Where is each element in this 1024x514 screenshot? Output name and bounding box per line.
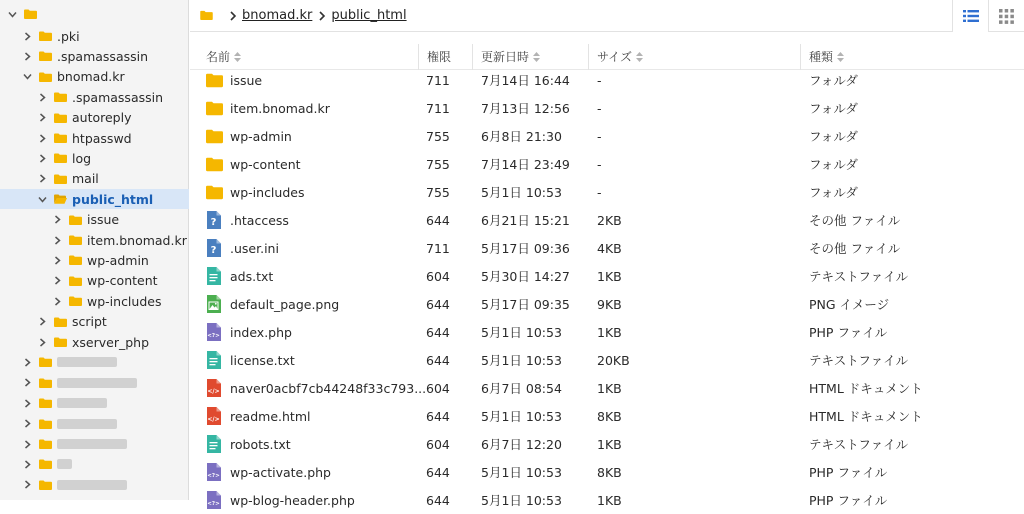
image-file-icon <box>206 294 223 314</box>
folder-icon <box>54 337 67 347</box>
folder-icon <box>39 72 52 82</box>
chevron-right-icon[interactable] <box>21 356 33 368</box>
breadcrumb <box>190 0 1024 32</box>
table-row[interactable] <box>190 262 1024 290</box>
tree-item[interactable] <box>0 393 189 413</box>
folder-icon <box>39 398 52 408</box>
unknown-file-icon <box>206 210 223 230</box>
file-modified: 7月14日 16:44 <box>481 73 570 88</box>
table-row[interactable] <box>190 66 1024 94</box>
tree-item[interactable] <box>0 291 189 311</box>
file-modified: 7月13日 12:56 <box>481 101 570 116</box>
file-name-cell[interactable] <box>206 402 416 430</box>
file-type: PHP ファイル <box>809 325 888 340</box>
table-row[interactable] <box>190 234 1024 262</box>
text-file-icon <box>206 434 223 454</box>
redacted-label <box>57 378 137 388</box>
file-name-cell[interactable] <box>206 94 416 122</box>
folder-icon <box>54 174 67 184</box>
file-name-cell[interactable] <box>206 430 416 458</box>
folder-icon <box>39 357 52 367</box>
file-name: issue <box>230 72 263 88</box>
column-header-permission[interactable]: 権限 <box>419 44 473 70</box>
file-modified: 5月17日 09:36 <box>481 241 570 256</box>
file-type: テキストファイル <box>809 437 909 452</box>
file-type: PHP ファイル <box>809 465 888 480</box>
tree-item[interactable] <box>0 169 189 189</box>
chevron-down-icon[interactable] <box>36 193 48 205</box>
file-name-cell[interactable] <box>206 458 416 486</box>
column-header-modified[interactable]: 更新日時 <box>473 44 589 70</box>
file-type: フォルダ <box>809 129 858 144</box>
file-modified: 6月8日 21:30 <box>481 129 562 144</box>
chevron-right-icon[interactable] <box>51 295 63 307</box>
file-modified: 5月1日 10:53 <box>481 325 562 340</box>
php-file-icon <box>206 462 223 482</box>
tree-item-label: xserver_php <box>72 334 150 350</box>
folder-icon <box>54 92 67 102</box>
chevron-right-icon[interactable] <box>21 50 33 62</box>
folder-icon <box>54 133 67 143</box>
tree-item[interactable] <box>0 189 189 209</box>
chevron-right-icon[interactable] <box>21 458 33 470</box>
tree-item[interactable] <box>0 373 189 393</box>
folder-icon <box>206 98 223 118</box>
file-size: - <box>597 156 602 172</box>
chevron-right-icon[interactable] <box>51 275 63 287</box>
chevron-right-icon[interactable] <box>21 30 33 42</box>
chevron-right-icon[interactable] <box>21 377 33 389</box>
file-size: 1KB <box>597 436 622 452</box>
file-permission: 711 <box>426 100 450 116</box>
column-header-size[interactable]: サイズ <box>589 44 801 70</box>
svg-text:<?>: <?> <box>207 473 220 479</box>
tree-item[interactable] <box>0 271 189 291</box>
table-row[interactable] <box>190 486 1024 514</box>
tree-item[interactable] <box>0 87 189 107</box>
file-size: 2KB <box>597 212 622 228</box>
folder-icon <box>39 378 52 388</box>
file-permission: 644 <box>426 212 450 228</box>
svg-text:<?>: <?> <box>207 333 220 339</box>
file-name-cell[interactable] <box>206 486 416 514</box>
file-name: ads.txt <box>230 268 274 284</box>
file-type: フォルダ <box>809 185 858 200</box>
file-name-cell[interactable] <box>206 206 416 234</box>
tree-item[interactable] <box>0 210 189 230</box>
grid-view-icon <box>999 9 1014 24</box>
tree-item-label: public_html <box>72 191 154 207</box>
file-name: wp-blog-header.php <box>230 492 355 508</box>
redacted-label <box>57 459 72 469</box>
file-type: PHP ファイル <box>809 493 888 508</box>
file-size: 1KB <box>597 268 622 284</box>
file-name: license.txt <box>230 352 295 368</box>
file-permission: 711 <box>426 72 450 88</box>
file-size: - <box>597 128 602 144</box>
folder-icon <box>69 255 82 265</box>
folder-tree <box>0 0 189 500</box>
file-modified: 6月21日 15:21 <box>481 213 570 228</box>
file-type: PNG イメージ <box>809 297 890 312</box>
file-name: index.php <box>230 324 292 340</box>
tree-item-label: .pki <box>57 28 80 44</box>
tree-item[interactable] <box>0 250 189 270</box>
file-permission: 604 <box>426 380 450 396</box>
file-modified: 7月14日 23:49 <box>481 157 570 172</box>
file-size: 4KB <box>597 240 622 256</box>
file-permission: 755 <box>426 128 450 144</box>
file-name-cell[interactable] <box>206 122 416 150</box>
tree-item-label: wp-content <box>87 273 158 289</box>
column-header-name[interactable]: 名前 <box>198 44 419 70</box>
file-size: - <box>597 100 602 116</box>
folder-open-icon <box>54 194 67 204</box>
file-type: フォルダ <box>809 73 858 88</box>
tree-item[interactable] <box>0 352 189 372</box>
folder-icon <box>206 70 223 90</box>
folder-icon <box>39 419 52 429</box>
grid-view-button[interactable] <box>988 0 1024 32</box>
file-name: wp-admin <box>230 128 292 144</box>
html-file-icon <box>206 378 223 398</box>
chevron-right-icon[interactable] <box>21 397 33 409</box>
folder-icon <box>69 296 82 306</box>
file-name: .htaccess <box>230 212 289 228</box>
file-size: 1KB <box>597 324 622 340</box>
file-permission: 755 <box>426 184 450 200</box>
tree-item-label: htpasswd <box>72 130 132 146</box>
file-name: default_page.png <box>230 296 340 312</box>
table-row[interactable] <box>190 430 1024 458</box>
folder-icon <box>39 31 52 41</box>
chevron-right-icon[interactable] <box>36 316 48 328</box>
tree-item-label: issue <box>87 212 120 228</box>
table-row[interactable] <box>190 206 1024 234</box>
file-modified: 5月1日 10:53 <box>481 465 562 480</box>
file-size: - <box>597 72 602 88</box>
file-type: フォルダ <box>809 157 858 172</box>
chevron-down-icon[interactable] <box>21 71 33 83</box>
folder-icon <box>206 182 223 202</box>
file-permission: 644 <box>426 324 450 340</box>
file-type: HTML ドキュメント <box>809 381 923 396</box>
file-permission: 644 <box>426 492 450 508</box>
chevron-right-icon[interactable] <box>51 254 63 266</box>
file-modified: 5月1日 10:53 <box>481 409 562 424</box>
chevron-right-icon[interactable] <box>51 214 63 226</box>
chevron-right-icon[interactable] <box>36 91 48 103</box>
file-type: その他 ファイル <box>809 241 901 256</box>
folder-icon <box>54 317 67 327</box>
folder-icon <box>39 459 52 469</box>
tree-item-label: log <box>72 150 92 166</box>
chevron-down-icon[interactable] <box>6 8 18 20</box>
folder-icon <box>69 276 82 286</box>
file-permission: 755 <box>426 156 450 172</box>
file-size: 1KB <box>597 492 622 508</box>
tree-item[interactable] <box>0 26 189 46</box>
folder-icon <box>54 113 67 123</box>
file-name: wp-includes <box>230 184 305 200</box>
file-name: .user.ini <box>230 240 279 256</box>
chevron-right-icon[interactable] <box>51 234 63 246</box>
text-file-icon <box>206 266 223 286</box>
text-file-icon <box>206 350 223 370</box>
tree-item-label: mail <box>72 171 99 187</box>
file-name: wp-content <box>230 156 301 172</box>
folder-icon <box>24 9 37 19</box>
folder-icon <box>206 154 223 174</box>
file-permission: 644 <box>426 464 450 480</box>
tree-item[interactable] <box>0 108 189 128</box>
chevron-right-icon[interactable] <box>21 418 33 430</box>
folder-icon <box>39 480 52 490</box>
svg-text:</>: </> <box>207 416 220 423</box>
chevron-right-icon <box>229 11 237 21</box>
file-modified: 5月1日 10:53 <box>481 353 562 368</box>
file-modified: 5月17日 09:35 <box>481 297 570 312</box>
file-size: 20KB <box>597 352 630 368</box>
chevron-right-icon <box>318 11 326 21</box>
sort-icon <box>533 52 540 62</box>
table-row[interactable] <box>190 402 1024 430</box>
file-permission: 644 <box>426 352 450 368</box>
chevron-right-icon[interactable] <box>36 112 48 124</box>
unknown-file-icon <box>206 238 223 258</box>
tree-item-label: wp-admin <box>87 252 149 268</box>
column-header-type[interactable]: 種類 <box>801 44 1024 70</box>
svg-text:</>: </> <box>207 388 220 395</box>
chevron-right-icon[interactable] <box>36 132 48 144</box>
file-size: - <box>597 184 602 200</box>
file-modified: 6月7日 08:54 <box>481 381 562 396</box>
table-row[interactable] <box>190 122 1024 150</box>
tree-item-label: wp-includes <box>87 293 162 309</box>
folder-icon <box>54 153 67 163</box>
file-modified: 5月30日 14:27 <box>481 269 570 284</box>
sort-icon <box>636 52 643 62</box>
tree-item[interactable] <box>0 312 189 332</box>
file-permission: 644 <box>426 296 450 312</box>
file-type: フォルダ <box>809 101 858 116</box>
file-type: HTML ドキュメント <box>809 409 923 424</box>
table-row[interactable] <box>190 318 1024 346</box>
breadcrumb-item-bnomad[interactable]: bnomad.kr <box>242 8 313 23</box>
sort-icon <box>837 52 844 62</box>
file-name-cell[interactable] <box>206 66 416 94</box>
folder-icon <box>69 235 82 245</box>
file-modified: 5月1日 10:53 <box>481 493 562 508</box>
tree-item[interactable] <box>0 230 189 250</box>
tree-item[interactable] <box>0 128 189 148</box>
tree-item[interactable] <box>0 46 189 66</box>
chevron-right-icon[interactable] <box>36 152 48 164</box>
tree-item-label: .spamassassin <box>72 89 164 105</box>
php-file-icon <box>206 490 223 510</box>
file-name-cell[interactable] <box>206 346 416 374</box>
file-name-cell[interactable] <box>206 150 416 178</box>
table-row[interactable] <box>190 150 1024 178</box>
file-size: 9KB <box>597 296 622 312</box>
tree-item[interactable] <box>0 67 189 87</box>
file-permission: 604 <box>426 268 450 284</box>
breadcrumb-item-public-html[interactable]: public_html <box>331 8 407 23</box>
tree-item[interactable] <box>0 414 189 434</box>
file-type: テキストファイル <box>809 353 909 368</box>
redacted-label <box>57 357 117 367</box>
redacted-label <box>57 398 107 408</box>
folder-icon <box>206 126 223 146</box>
file-size: 8KB <box>597 408 622 424</box>
file-modified: 6月7日 12:20 <box>481 437 562 452</box>
file-permission: 644 <box>426 408 450 424</box>
chevron-right-icon[interactable] <box>36 173 48 185</box>
file-name-cell[interactable] <box>206 318 416 346</box>
tree-item[interactable] <box>0 332 189 352</box>
tree-item[interactable] <box>0 475 189 495</box>
redacted-label <box>57 480 127 490</box>
file-name: naver0acbf7cb44248f33c793... <box>230 380 427 396</box>
file-name-cell[interactable] <box>206 374 427 402</box>
html-file-icon <box>206 406 223 426</box>
chevron-right-icon[interactable] <box>21 479 33 491</box>
tree-item[interactable] <box>0 434 189 454</box>
chevron-right-icon[interactable] <box>36 336 48 348</box>
file-name: item.bnomad.kr <box>230 100 330 116</box>
php-file-icon <box>206 322 223 342</box>
file-permission: 604 <box>426 436 450 452</box>
redacted-label <box>57 439 127 449</box>
table-row[interactable] <box>190 94 1024 122</box>
table-row[interactable] <box>190 458 1024 486</box>
tree-item-label: bnomad.kr <box>57 69 125 85</box>
chevron-right-icon[interactable] <box>21 438 33 450</box>
view-switcher <box>952 0 1024 32</box>
file-name-cell[interactable] <box>206 290 416 318</box>
tree-item-label: script <box>72 314 107 330</box>
svg-text:?: ? <box>210 245 217 256</box>
table-row[interactable] <box>190 374 1024 402</box>
file-name: wp-activate.php <box>230 464 331 480</box>
folder-icon <box>69 215 82 225</box>
redacted-label <box>57 419 117 429</box>
folder-icon <box>39 51 52 61</box>
file-name: robots.txt <box>230 436 291 452</box>
table-row[interactable] <box>190 178 1024 206</box>
file-size: 8KB <box>597 464 622 480</box>
tree-item[interactable] <box>0 148 189 168</box>
list-view-button[interactable] <box>952 0 988 32</box>
file-name-cell[interactable] <box>206 262 416 290</box>
table-row[interactable] <box>190 290 1024 318</box>
tree-item[interactable] <box>0 4 189 24</box>
table-row[interactable] <box>190 346 1024 374</box>
svg-text:?: ? <box>210 217 217 228</box>
svg-text:<?>: <?> <box>207 501 220 507</box>
file-modified: 5月1日 10:53 <box>481 185 562 200</box>
file-permission: 711 <box>426 240 450 256</box>
folder-icon <box>200 10 215 22</box>
file-type: その他 ファイル <box>809 213 901 228</box>
tree-item-label: autoreply <box>72 110 132 126</box>
tree-item-label: .spamassassin <box>57 48 149 64</box>
file-name-cell[interactable] <box>206 234 416 262</box>
tree-item-label: item.bnomad.kr <box>87 232 187 248</box>
file-name-cell[interactable] <box>206 178 416 206</box>
list-view-icon <box>963 9 979 23</box>
file-size: 1KB <box>597 380 622 396</box>
file-type: テキストファイル <box>809 269 909 284</box>
folder-icon <box>39 439 52 449</box>
tree-item[interactable] <box>0 454 189 474</box>
file-name: readme.html <box>230 408 311 424</box>
sort-icon <box>234 52 241 62</box>
